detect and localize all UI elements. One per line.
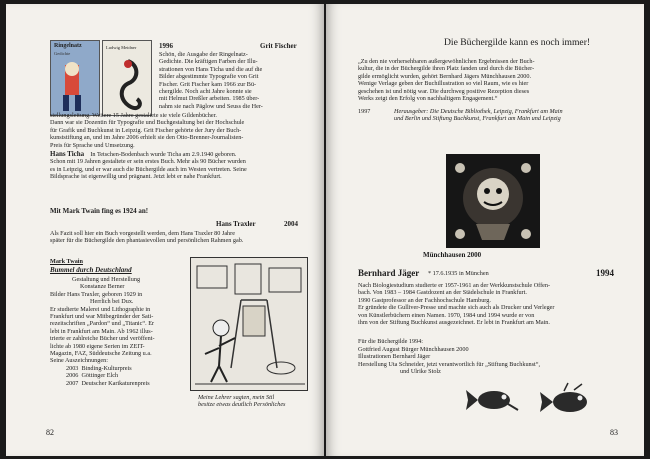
gilde-line: und Ulrike Stolz <box>400 368 441 376</box>
fischer-line: mit Helmut Dreßler arbeiten. 1985 über- <box>159 95 260 103</box>
mt-line: Frankfurt und war Mitbegründer der Sati- <box>50 313 154 321</box>
ticha-line: es in Leipzig, und er war auch die Büchergilde auch im Westen vertreten. Seine <box>50 165 247 173</box>
quote-line: Werks zeigt den Erfolg von nachhaltigem Engagement.“ <box>358 95 498 103</box>
award-name: Binding-Kulturpreis <box>81 365 132 372</box>
mt-author: Mark Twain <box>50 258 83 265</box>
award-name: Deutscher Karikaturenpreis <box>81 379 150 387</box>
page-number-left: 82 <box>46 428 54 437</box>
fischer-line: Preis für Sprache und Umsetzung. <box>50 141 135 149</box>
quote-line: kultur, die in der Büchergilde ihren Platz fanden und durch die Bücher- <box>358 65 535 73</box>
right-page <box>326 4 644 456</box>
fischer-line: Gedichte. Die kräftigen Farben der Illu- <box>159 58 258 66</box>
muenchhausen-cover <box>446 154 540 248</box>
quote-line: gilde ermöglicht wurden, gehört Bernhard Jägers Münchhausen 2000. <box>358 72 532 80</box>
ticha-section <box>50 150 312 181</box>
fischer-line: Bilder abgestimmte Typografie von Grit <box>159 73 259 81</box>
gilde-details <box>358 346 628 376</box>
quote-block <box>358 58 620 102</box>
award-year: 2007 <box>66 379 79 387</box>
jaeger-bio <box>358 282 626 326</box>
mt-line: trierte er zahlreiche Bücher und veröffent- <box>50 335 155 343</box>
jaeger-line: bach. Von 1983 – 1984 Gastdozent an der Städelschule in Frankfurt. <box>358 289 527 297</box>
mt-line: Konstanze Berner <box>80 283 125 291</box>
mt-details <box>50 276 190 365</box>
ringelnatz-book-cover <box>50 40 100 116</box>
traxler-cartoon <box>190 257 308 391</box>
publishers <box>394 108 624 123</box>
award-name: Göttinger Elch <box>81 372 119 380</box>
quote-line: Wenige Verlage geben der Buchillustration so viel Raum, wie es hier <box>358 80 529 88</box>
jaeger-line: von Künstlerbüchern einen Namen. 1970, 1984 und 1994 wurde er von <box>358 311 535 319</box>
caption-line: besitze etwas deutlich Persönliches <box>198 401 286 409</box>
meidner-title: Ludwig Meidner <box>106 45 137 50</box>
fischer-text <box>159 51 307 110</box>
ringelnatz-subtitle: Gedichte <box>54 51 71 56</box>
ticha-name: Hans Ticha <box>50 150 85 158</box>
meidner-book-cover <box>102 40 152 116</box>
mt-line: Herrlich bei Dux. <box>90 298 134 306</box>
award-item <box>66 365 196 372</box>
award-item <box>66 380 196 387</box>
cartoon-drawing <box>191 258 308 391</box>
award-year: 2003 <box>66 365 79 372</box>
fish-right <box>540 383 587 412</box>
jaeger-line: Nach Biologiestudium studierte er 1957-1961 an der Werkkunstschule Offen- <box>358 282 551 289</box>
quote-line: geschehen ist und nötig war. Die durchweg positive Rezeption dieses <box>358 87 530 95</box>
gilde-heading: Für die Büchergilde 1994: <box>358 338 424 345</box>
gilde-line: Illustrationen Bernhard Jäger <box>358 353 431 361</box>
fischer-text-full <box>50 112 312 149</box>
fischer-line: strationen von Hans Ticha und die auf die <box>159 65 263 73</box>
mt-line: Er studierte Malerei und Lithographie in <box>50 305 151 313</box>
mt-line: Gestaltung und Herstellung <box>72 276 141 283</box>
mt-line: rezeitschriften „Pardon“ und „Titanic“. Er <box>50 320 155 328</box>
mt-line: lebt in Frankfurt am Main. Ab 1962 illus- <box>50 327 153 335</box>
awards-list <box>66 365 196 387</box>
traxler-line: später für die Büchergilde den phantasievollen und persönlichen Rahmen gab. <box>50 237 244 245</box>
mt-title: Bummel durch Deutschland <box>50 266 132 274</box>
jaeger-line: Er gründete die Gulliver-Presse und machte sich auch als Drucker und Verleger <box>358 304 555 312</box>
fischer-line: stellungsleitung. Weitere 15 Jahre gestaltete sie viele Gildenbücher. <box>50 112 217 119</box>
cover-caption: Münchhausen 2000 <box>423 251 482 259</box>
jaeger-year: 1994 <box>596 268 614 278</box>
mt-line: lichte ab 1980 eigene Serien im ZEIT- <box>50 342 145 350</box>
traxler-year: 2004 <box>284 220 298 228</box>
ringelnatz-illustration <box>55 61 97 115</box>
publisher-line: Herausgeber: Die Deutsche Bibliothek, Leipzig, Frankfurt am Main <box>394 108 563 115</box>
traxler-intro <box>50 230 312 245</box>
gilde-line: Herstellung Uta Schneider, jetzt verantwortlich für „Stiftung Buchkunst“, <box>358 360 541 368</box>
fischer-line: chergilde. Noch acht Jahre konnte sie <box>159 88 252 96</box>
fish-drawings <box>464 382 614 418</box>
fischer-line: Schön, die Ausgabe der Ringelnatz- <box>159 51 248 58</box>
cartoon-caption <box>198 394 318 409</box>
fischer-year: 1996 <box>159 42 173 50</box>
fischer-name: Grit Fischer <box>260 42 297 50</box>
jaeger-birth: * 17.6.1935 in München <box>428 270 489 277</box>
award-item <box>66 372 196 379</box>
fischer-line: Dann war sie Dozentin für Typografie und Buchgestaltung bei der Hochschule <box>50 119 245 127</box>
ticha-line: Schon mit 19 Jahren gestaltete er sein erstes Buch. Mehr als 90 Bücher wurden <box>50 158 246 166</box>
publisher-line: und Berlin und Stiftung Buchkunst, Frankfurt am Main und Leipzig <box>394 115 561 123</box>
page-header: Die Büchergilde kann es noch immer! <box>444 37 591 48</box>
ringelnatz-title: Ringelnatz <box>54 43 82 49</box>
quote-line: „Zu den nie vorhersehbaren außergewöhnlichen Ergebnissen der Buch- <box>358 58 535 65</box>
fischer-line: Fischer. Grit Fischer kam 1966 zur Bü- <box>159 80 257 88</box>
gilde-line: Gottfried August Bürger Münchhausen 2000 <box>358 346 469 353</box>
jaeger-name: Bernhard Jäger <box>358 268 420 278</box>
twain-heading: Mit Mark Twain fing es 1924 an! <box>50 207 149 215</box>
caption-line: Meine Lehrer sagten, mein Stil <box>198 394 275 401</box>
left-page <box>6 4 324 456</box>
fischer-line: kunststiftung an, und im Jahre 2006 erhielt sie den Otto-Brenner-Journalisten- <box>50 134 244 142</box>
page-number-right: 83 <box>610 428 618 437</box>
jaeger-line: 1990 Gastprofessor an der Fachhochschule Hamburg. <box>358 296 491 304</box>
meidner-illustration <box>109 57 147 113</box>
mt-line: Seine Auszeichnungen: <box>50 357 108 365</box>
fischer-line: nahm sie nach Päglow und Seuss die Her- <box>159 102 263 110</box>
jaeger-line: ihm von der Stiftung Buchkunst ausgezeichnet. Er lebt in Frankfurt am Main. <box>358 319 550 327</box>
fish-left <box>466 390 518 410</box>
mt-line: Bilder Hans Traxler, geboren 1929 in <box>50 290 143 298</box>
fischer-line: für Grafik und Buchkunst in Leipzig. Grit Fischer gehörte der Jury der Buch- <box>50 126 242 134</box>
traxler-line: Als Fazit soll hier ein Buch vorgestellt werden, dem Hans Traxler 80 Jahre <box>50 230 235 237</box>
ticha-line: Bildsprache ist eigenwillig und prägnant. Jetzt lebt er nahe Frankfurt. <box>50 173 222 181</box>
ticha-line: In Tetschen-Bodenbach wurde Ticha am 2.9.1940 geboren. <box>90 151 237 158</box>
pub-year: 1997 <box>358 108 371 115</box>
mt-line: Magazin, FAZ, Süddeutsche Zeitung u.a. <box>50 350 152 358</box>
award-year: 2006 <box>66 372 79 380</box>
cover-illustration <box>446 154 540 248</box>
traxler-name: Hans Traxler <box>216 220 256 228</box>
